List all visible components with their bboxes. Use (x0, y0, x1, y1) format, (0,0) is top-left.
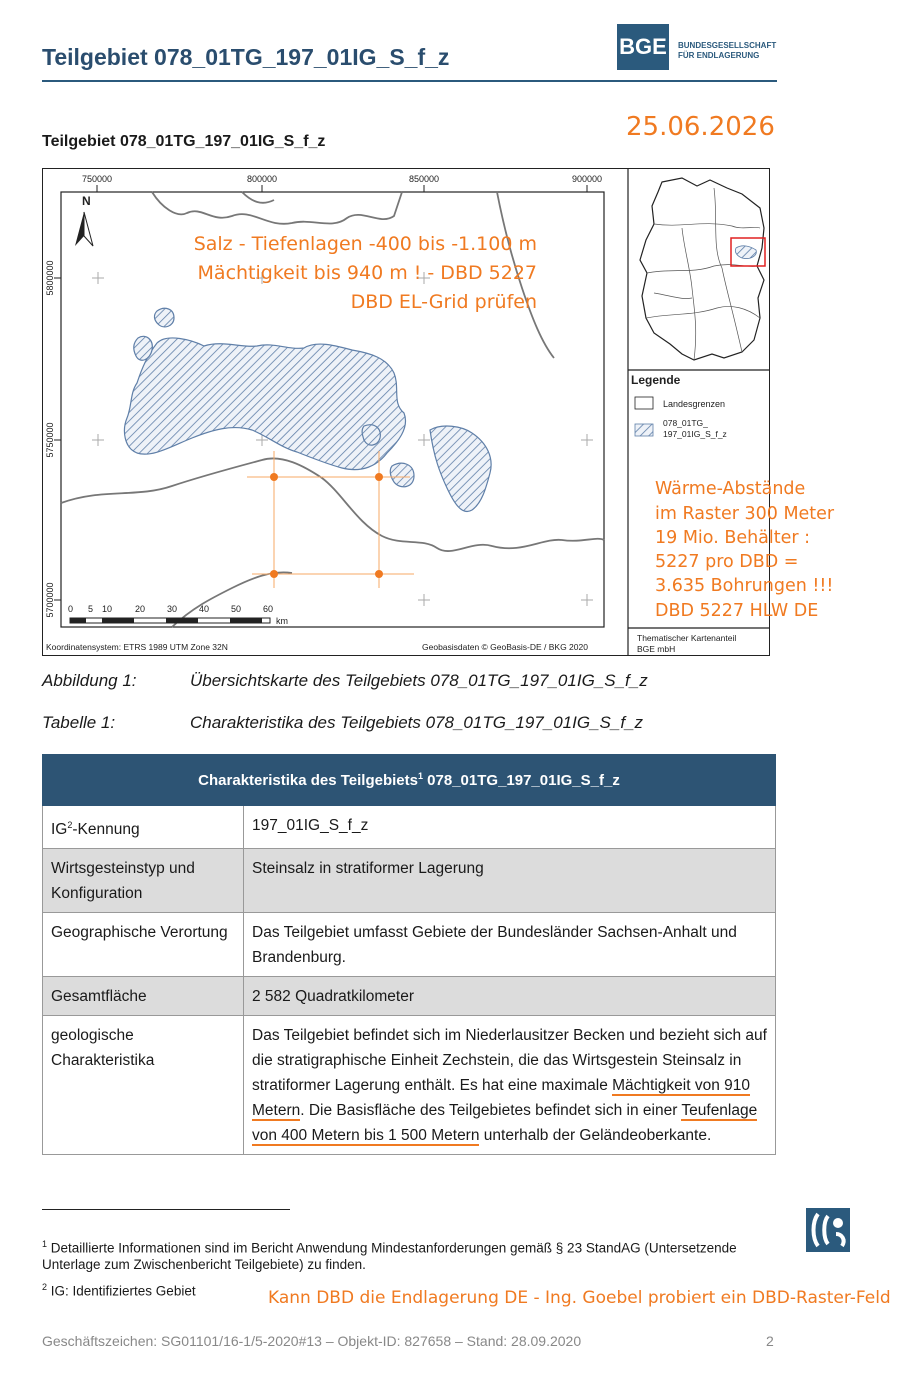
side-note-1: Wärme-Abstände (655, 479, 806, 499)
north-label: N (82, 194, 91, 208)
row-label: Geographische Verortung (43, 913, 244, 977)
footnote-1: $^1$ Detaillierte Informationen sind im Bericht Anwendung Mindestanforderungen gemäß § 23 StandAG (Untersetzende Unterlage zum Zwischenbericht Teilgebiete) zu finden. (42, 1239, 737, 1272)
map-source: Geobasisdaten © GeoBasis-DE / BKG 2020 (422, 642, 588, 652)
scale-unit: km (276, 616, 288, 626)
scale-tick: 30 (167, 604, 178, 614)
section-title: Teilgebiet 078_01TG_197_01IG_S_f_z (42, 133, 326, 150)
figure-caption (42, 671, 648, 691)
footer-logo-icon (806, 1208, 850, 1252)
scale-tick: 60 (263, 604, 274, 614)
underlined-depth: Teufenlage von 400 Metern bis 1 500 Metern (252, 1102, 758, 1145)
footer-reference: Geschäftszeichen: SG01101/16-1/5-2020#13 – Objekt-ID: 827658 – Stand: 28.09.2020 (42, 1333, 582, 1349)
table-row (43, 806, 776, 849)
y-tick-1: 5800000 (45, 260, 55, 296)
legend-swatch-area (635, 424, 653, 436)
germany-inset-map (640, 178, 765, 360)
table-text: Charakteristika des Teilgebiets 078_01TG_197_01IG_S_f_z (190, 713, 643, 732)
map-note-1: Salz - Tiefenlagen -400 bis -1.100 m (193, 233, 537, 255)
side-annotation (655, 479, 835, 621)
bge-logo (617, 24, 669, 70)
figure-label: Abbildung 1: (42, 671, 137, 690)
table-row (43, 1016, 776, 1155)
page-number: 2 (766, 1333, 774, 1349)
x-tick-3: 850000 (408, 174, 440, 184)
logo-line-1: BUNDESGESELLSCHAFT (678, 41, 777, 50)
row-value: Das Teilgebiet befindet sich im Niederlausitzer Becken und bezieht sich auf die stratigraphische Einheit Zechstein, die das Wirtsgestein Steinsalz in stratiformer Lagerung enthält. Es hat eine maximale Mächtigkeit von 910 Metern. Die Basisfläche des Teilgebietes befindet sich in einer Teufenlage von 400 Metern bis 1 500 Metern unterhalb der Geländeoberkante. (244, 1016, 776, 1155)
scale-tick: 50 (231, 604, 242, 614)
side-note-2: im Raster 300 Meter (655, 504, 835, 524)
row-label: Wirtsgesteinstyp und Konfiguration (43, 849, 244, 913)
y-tick-3: 5700000 (45, 582, 55, 618)
header-rule (42, 80, 777, 82)
table-label: Tabelle 1: (42, 713, 116, 732)
x-tick-4: 900000 (571, 174, 603, 184)
logo-abbr: BGE (619, 34, 667, 59)
legend-borders: Landesgrenzen (663, 399, 726, 409)
footnote-rule (42, 1209, 290, 1210)
map-note-2: Mächtigkeit bis 940 m ! - DBD 5227 (197, 262, 537, 284)
logo-text (678, 41, 776, 61)
row-label: $IG^2$-Kennung (43, 806, 244, 849)
row-label: Gesamtfläche (43, 977, 244, 1016)
footnote-2: $^2$ IG: Identifiziertes Gebiet (42, 1282, 196, 1299)
table-row (43, 977, 776, 1016)
logo-line-2: FÜR ENDLAGERUNG (678, 51, 760, 60)
row-label: geologische Charakteristika (43, 1016, 244, 1155)
y-tick-2: 5750000 (45, 422, 55, 458)
underlined-thickness: Mächtigkeit von 910 Metern (252, 1077, 750, 1120)
legend-title: Legende (631, 373, 681, 387)
annotation-date: 25.06.2026 (626, 112, 775, 142)
scale-tick: 0 (68, 604, 74, 614)
scale-tick: 5 (88, 604, 94, 614)
map-note-3: DBD EL-Grid prüfen (350, 291, 537, 313)
side-note-6: DBD 5227 HLW DE (655, 601, 819, 621)
x-tick-2: 800000 (246, 174, 278, 184)
bottom-annotation: Kann DBD die Endlagerung DE - Ing. Goebel probiert ein DBD-Raster-Feld (268, 1288, 891, 1308)
legend-area-2: 197_01IG_S_f_z (663, 429, 727, 439)
row-value: 197_01IG_S_f_z (244, 806, 776, 849)
overview-map (42, 168, 835, 656)
row-value: 2 582 Quadratkilometer (244, 977, 776, 1016)
scale-tick: 10 (102, 604, 113, 614)
scale-tick: 40 (199, 604, 210, 614)
table-caption (42, 713, 643, 733)
legend-swatch-borders (635, 397, 653, 409)
document-title: Teilgebiet 078_01TG_197_01IG_S_f_z (42, 44, 450, 70)
map-crs: Koordinatensystem: ETRS 1989 UTM Zone 32N (46, 642, 228, 652)
thematic-2: BGE mbH (637, 644, 676, 654)
characteristics-table (42, 754, 776, 1155)
row-value: Steinsalz in stratiformer Lagerung (244, 849, 776, 913)
side-note-5: 3.635 Bohrungen !!! (655, 576, 834, 596)
row-value: Das Teilgebiet umfasst Gebiete der Bundesländer Sachsen-Anhalt und Brandenburg. (244, 913, 776, 977)
thematic-1: Thematischer Kartenanteil (637, 633, 737, 643)
table-row (43, 913, 776, 977)
table-row (43, 849, 776, 913)
figure-text: Übersichtskarte des Teilgebiets 078_01TG_197_01IG_S_f_z (190, 671, 648, 690)
side-note-3: 19 Mio. Behälter : (655, 528, 811, 548)
legend-area-1: 078_01TG_ (663, 418, 708, 428)
side-note-4: 5227 pro DBD = (655, 552, 799, 572)
scale-tick: 20 (135, 604, 146, 614)
table-header: Charakteristika des Teilgebiets$^1$ 078_01TG_197_01IG_S_f_z (43, 755, 776, 806)
x-tick-1: 750000 (81, 174, 113, 184)
